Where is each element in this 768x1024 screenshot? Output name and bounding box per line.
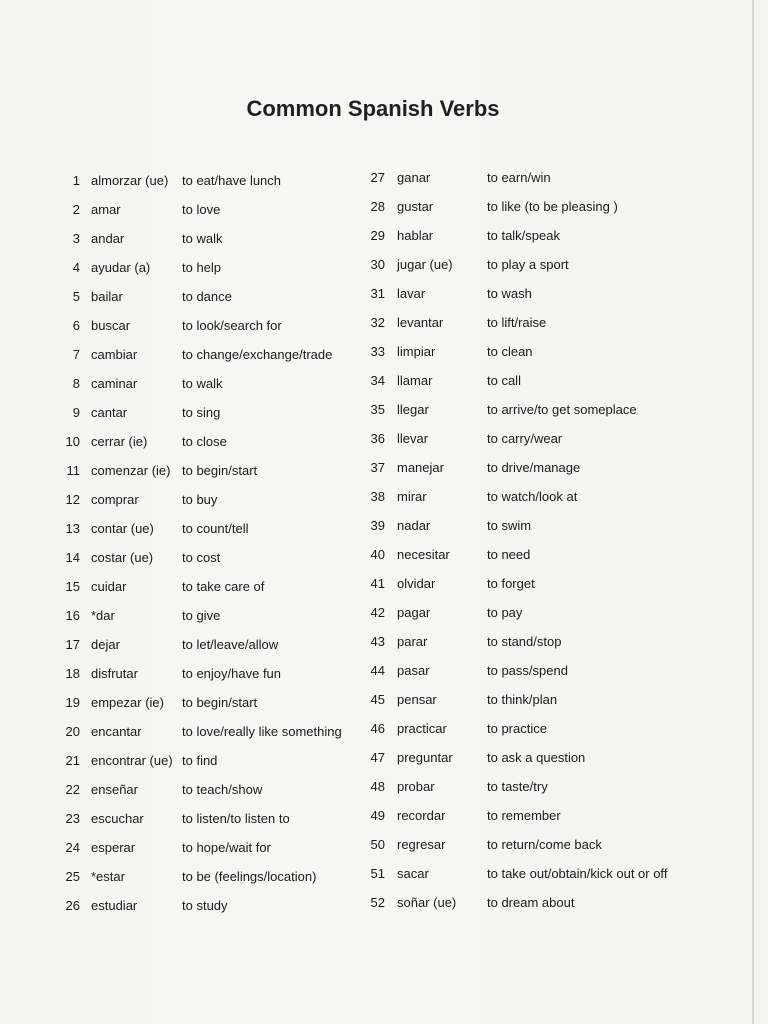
- english-translation: to take care of: [182, 579, 265, 594]
- spanish-verb: costar (ue): [91, 550, 154, 565]
- spanish-verb: estudiar: [91, 898, 138, 913]
- verb-number: 43: [370, 634, 385, 649]
- verb-number: 33: [370, 344, 385, 359]
- verb-number: 39: [370, 518, 385, 533]
- verb-number: 3: [72, 231, 80, 246]
- verb-number: 52: [370, 895, 385, 910]
- verb-number: 11: [66, 463, 80, 478]
- spanish-verb: disfrutar: [91, 666, 138, 681]
- verb-number: 32: [370, 315, 385, 330]
- english-translation: to buy: [182, 492, 218, 507]
- verb-number: 20: [65, 724, 80, 739]
- spanish-verb: esperar: [91, 840, 136, 855]
- spanish-verb: cuidar: [91, 579, 127, 594]
- spanish-verb: almorzar (ue): [91, 173, 169, 188]
- english-translation: to love: [182, 202, 221, 217]
- spanish-verb: probar: [397, 779, 435, 794]
- page-title: Common Spanish Verbs: [246, 96, 500, 121]
- spanish-verb: amar: [91, 202, 121, 217]
- english-translation: to listen/to listen to: [182, 811, 290, 826]
- page-edge: [752, 0, 754, 1024]
- spanish-verb: preguntar: [397, 750, 453, 765]
- spanish-verb: caminar: [91, 376, 138, 391]
- english-translation: to stand/stop: [487, 634, 562, 649]
- verb-number: 51: [370, 866, 385, 881]
- english-translation: to let/leave/allow: [182, 637, 279, 652]
- english-translation: to think/plan: [487, 692, 558, 707]
- spanish-verb: dejar: [91, 637, 120, 652]
- english-translation: to practice: [487, 721, 547, 736]
- verb-number: 4: [72, 260, 80, 275]
- english-translation: to taste/try: [487, 779, 548, 794]
- english-translation: to change/exchange/trade: [182, 347, 333, 362]
- verb-number: 15: [65, 579, 80, 594]
- verb-number: 45: [370, 692, 385, 707]
- spanish-verb: recordar: [397, 808, 446, 823]
- verb-number: 19: [65, 695, 80, 710]
- spanish-verb: contar (ue): [91, 521, 154, 536]
- english-translation: to lift/raise: [487, 315, 547, 330]
- verb-number: 22: [65, 782, 80, 797]
- english-translation: to close: [182, 434, 227, 449]
- english-translation: to begin/start: [182, 463, 258, 478]
- verb-number: 16: [65, 608, 80, 623]
- spanish-verb: ganar: [397, 170, 431, 185]
- english-translation: to enjoy/have fun: [182, 666, 282, 681]
- english-translation: to drive/manage: [487, 460, 581, 475]
- english-translation: to call: [487, 373, 521, 388]
- spanish-verb: encantar: [91, 724, 142, 739]
- verb-number: 12: [65, 492, 80, 507]
- spanish-verb: llamar: [397, 373, 433, 388]
- verb-number: 42: [370, 605, 385, 620]
- english-translation: to play a sport: [487, 257, 569, 272]
- verb-number: 10: [65, 434, 80, 449]
- verb-number: 13: [65, 521, 80, 536]
- spanish-verb: encontrar (ue): [91, 753, 173, 768]
- english-translation: to dance: [182, 289, 232, 304]
- english-translation: to cost: [182, 550, 221, 565]
- english-translation: to hope/wait for: [182, 840, 271, 855]
- english-translation: to arrive/to get someplace: [487, 402, 637, 417]
- spanish-verb: pasar: [397, 663, 430, 678]
- verb-number: 49: [370, 808, 385, 823]
- verb-number: 47: [370, 750, 385, 765]
- spanish-verb: cantar: [91, 405, 128, 420]
- verb-number: 21: [65, 753, 80, 768]
- english-translation: to clean: [487, 344, 533, 359]
- english-translation: to swim: [487, 518, 532, 533]
- spanish-verb: cerrar (ie): [91, 434, 148, 449]
- english-translation: to talk/speak: [487, 228, 560, 243]
- verb-number: 44: [370, 663, 385, 678]
- spanish-verb: llevar: [397, 431, 429, 446]
- english-translation: to return/come back: [487, 837, 602, 852]
- verb-number: 5: [72, 289, 80, 304]
- verb-number: 1: [72, 173, 80, 188]
- verb-number: 36: [370, 431, 385, 446]
- spanish-verb: sacar: [397, 866, 429, 881]
- spanish-verb: escuchar: [91, 811, 144, 826]
- english-translation: to walk: [182, 376, 223, 391]
- english-translation: to ask a question: [487, 750, 586, 765]
- english-translation: to sing: [182, 405, 221, 420]
- english-translation: to wash: [487, 286, 532, 301]
- english-translation: to give: [182, 608, 221, 623]
- verb-number: 50: [370, 837, 385, 852]
- verb-number: 24: [65, 840, 80, 855]
- english-translation: to be (feelings/location): [182, 869, 317, 884]
- verb-number: 8: [72, 376, 80, 391]
- verb-number: 38: [370, 489, 385, 504]
- spanish-verb: limpiar: [397, 344, 436, 359]
- verb-number: 18: [65, 666, 80, 681]
- english-translation: to watch/look at: [487, 489, 578, 504]
- english-translation: to forget: [487, 576, 535, 591]
- english-translation: to begin/start: [182, 695, 258, 710]
- verb-number: 48: [370, 779, 385, 794]
- english-translation: to like (to be pleasing ): [487, 199, 618, 214]
- verb-number: 17: [65, 637, 80, 652]
- english-translation: to remember: [487, 808, 561, 823]
- english-translation: to dream about: [487, 895, 575, 910]
- verb-number: 37: [370, 460, 385, 475]
- spanish-verb: manejar: [397, 460, 444, 475]
- verb-number: 2: [72, 202, 80, 217]
- verb-number: 25: [65, 869, 80, 884]
- verb-number: 31: [370, 286, 385, 301]
- english-translation: to help: [182, 260, 222, 275]
- english-translation: to count/tell: [182, 521, 249, 536]
- verb-number: 35: [370, 402, 385, 417]
- spanish-verb: practicar: [397, 721, 447, 736]
- spanish-verb: olvidar: [397, 576, 436, 591]
- spanish-verb: mirar: [397, 489, 427, 504]
- verb-number: 34: [370, 373, 385, 388]
- spanish-verb: andar: [91, 231, 125, 246]
- verb-number: 23: [65, 811, 80, 826]
- spanish-verb: empezar (ie): [91, 695, 164, 710]
- spanish-verb: pagar: [397, 605, 431, 620]
- english-translation: to pay: [487, 605, 523, 620]
- verb-number: 28: [370, 199, 385, 214]
- spanish-verb: nadar: [397, 518, 431, 533]
- verb-number: 41: [370, 576, 385, 591]
- spanish-verb: gustar: [397, 199, 434, 214]
- spanish-verb: parar: [397, 634, 428, 649]
- english-translation: to eat/have lunch: [182, 173, 282, 188]
- spanish-verb: jugar (ue): [397, 257, 453, 272]
- spanish-verb: regresar: [397, 837, 446, 852]
- english-translation: to teach/show: [182, 782, 263, 797]
- spanish-verb: lavar: [397, 286, 426, 301]
- spanish-verb: necesitar: [397, 547, 450, 562]
- english-translation: to study: [182, 898, 228, 913]
- english-translation: to find: [182, 753, 218, 768]
- verb-number: 29: [370, 228, 385, 243]
- spanish-verb: soñar (ue): [397, 895, 457, 910]
- spanish-verb: comenzar (ie): [91, 463, 171, 478]
- verb-number: 30: [370, 257, 385, 272]
- verb-number: 9: [72, 405, 80, 420]
- verb-number: 46: [370, 721, 385, 736]
- spanish-verb: levantar: [397, 315, 444, 330]
- spanish-verb: comprar: [91, 492, 139, 507]
- spanish-verb: enseñar: [91, 782, 138, 797]
- english-translation: to pass/spend: [487, 663, 568, 678]
- spanish-verb: bailar: [91, 289, 123, 304]
- english-translation: to walk: [182, 231, 223, 246]
- spanish-verb: ayudar (a): [91, 260, 151, 275]
- english-translation: to love/really like something: [182, 724, 342, 739]
- spanish-verb: hablar: [397, 228, 434, 243]
- english-translation: to earn/win: [487, 170, 551, 185]
- english-translation: to take out/obtain/kick out or off: [487, 866, 668, 881]
- verb-number: 27: [370, 170, 385, 185]
- verb-number: 40: [370, 547, 385, 562]
- verb-number: 7: [72, 347, 80, 362]
- english-translation: to need: [487, 547, 531, 562]
- spanish-verb: pensar: [397, 692, 437, 707]
- verb-number: 26: [65, 898, 80, 913]
- english-translation: to carry/wear: [487, 431, 563, 446]
- spanish-verb: cambiar: [91, 347, 138, 362]
- spanish-verb: *dar: [91, 608, 115, 623]
- english-translation: to look/search for: [182, 318, 282, 333]
- spanish-verb: llegar: [397, 402, 429, 417]
- spanish-verb: *estar: [91, 869, 125, 884]
- verb-number: 14: [65, 550, 80, 565]
- verb-number: 6: [72, 318, 80, 333]
- spanish-verb: buscar: [91, 318, 131, 333]
